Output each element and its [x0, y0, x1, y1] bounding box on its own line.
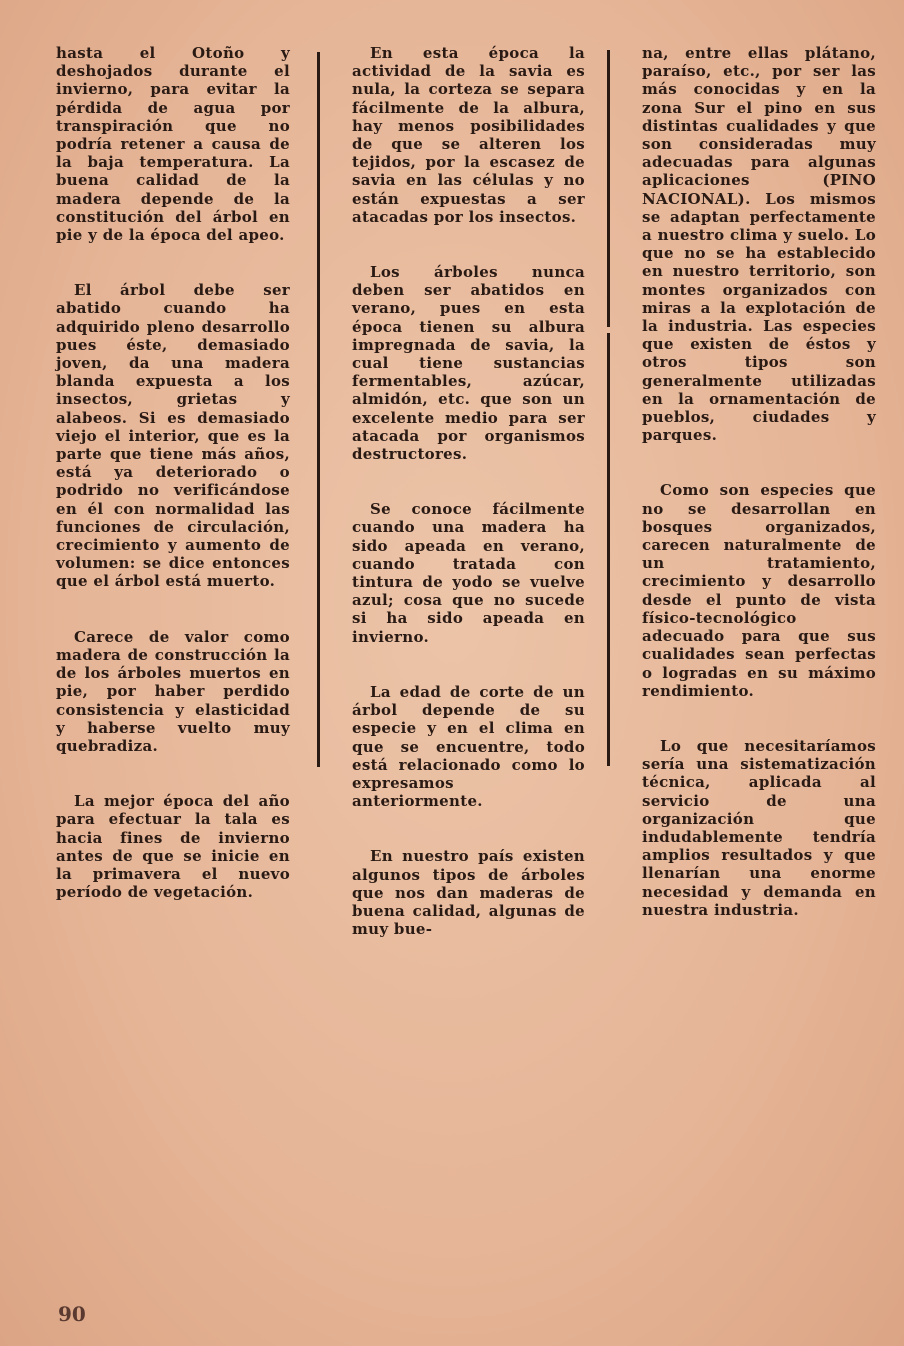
paragraph: En esta época la actividad de la savia es nula, la corteza se separa fácilmente de la albura, hay menos posibilidades de que se alteren los tejidos, por la escasez de savia en las células y no están expuestas a ser atacadas por los insectos. [352, 44, 585, 226]
paragraph: La edad de corte de un árbol depende de su especie y en el clima en que se encuentre, todo está relacionado como lo expresamos anteriormente. [352, 682, 585, 811]
paragraph: En nuestro país existen algunos tipos de árboles que nos dan maderas de buena calidad, algunas de muy bue- [352, 847, 585, 939]
column-divider [607, 50, 610, 327]
column-divider [607, 333, 610, 766]
paragraph: Los árboles nunca deben ser abatidos en verano, pues en esta época tienen su albura impregnada de savia, la cual tiene sustancias fermentables, azúcar, almidón, etc. que son un excelente medio para ser atacada por organismos destructores. [352, 263, 585, 464]
paragraph: La mejor época del año para efectuar la tala es hacia fines de invierno antes de que se inicie en la primavera el nuevo período de vegetación. [56, 792, 290, 902]
text-column-3 [642, 44, 876, 956]
paragraph: Como son especies que no se desarrollan en bosques organizados, carecen naturalmente de un tratamiento, crecimiento y desarrollo desde el punto de vista físico-tecnológico adecuado para que sus cualidades sean perfectas o logradas en su máximo rendimiento. [642, 481, 876, 700]
text-column-1 [56, 44, 290, 938]
text-column-2 [352, 44, 585, 975]
paragraph: Carece de valor como madera de construcción la de los árboles muertos en pie, por haber perdido consistencia y elasticidad y haberse vuelto muy quebradiza. [56, 627, 290, 755]
column-divider [317, 52, 320, 767]
paragraph: Se conoce fácilmente cuando una madera ha sido apeada en verano, cuando tratada con tintura de yodo se vuelve azul; cosa que no sucede si ha sido apeada en invierno. [352, 500, 585, 646]
paragraph: na, entre ellas plátano, paraíso, etc., por ser las más conocidas y en la zona Sur el pino en sus distintas cualidades y que son consideradas muy adecuadas para algunas aplicaciones (PINO NACIONAL). Los mismos se adaptan perfectamente a nuestro clima y suelo. Lo que no se ha establecido en nuestro territorio, son montes organizados con miras a la explotación de la industria. Las especies que existen de éstos y otros tipos son generalmente utilizadas en la ornamentación de pueblos, ciudades y parques. [642, 44, 876, 445]
paragraph: hasta el Otoño y deshojados durante el invierno, para evitar la pérdida de agua por transpiración que no podría retener a causa de la baja temperatura. La buena calidad de la madera depende de la constitución del árbol en pie y de la época del apeo. [56, 44, 290, 245]
page-number: 90 [58, 1302, 86, 1326]
paragraph: El árbol debe ser abatido cuando ha adquirido pleno desarrollo pues éste, demasiado joven, da una madera blanda expuesta a los insectos, grietas y alabeos. Si es demasiado viejo el interior, que es la parte que tiene más años, está ya deteriorado o podrido no verificándose en él con normalidad las funciones de circulación, crecimiento y aumento de volumen: se dice entonces que el árbol está muerto. [56, 281, 290, 591]
paragraph: Lo que necesitaríamos sería una sistematización técnica, aplicada al servicio de una organización que indudablemente tendría amplios resultados y que llenarían una enorme necesidad y demanda en nuestra industria. [642, 736, 876, 919]
